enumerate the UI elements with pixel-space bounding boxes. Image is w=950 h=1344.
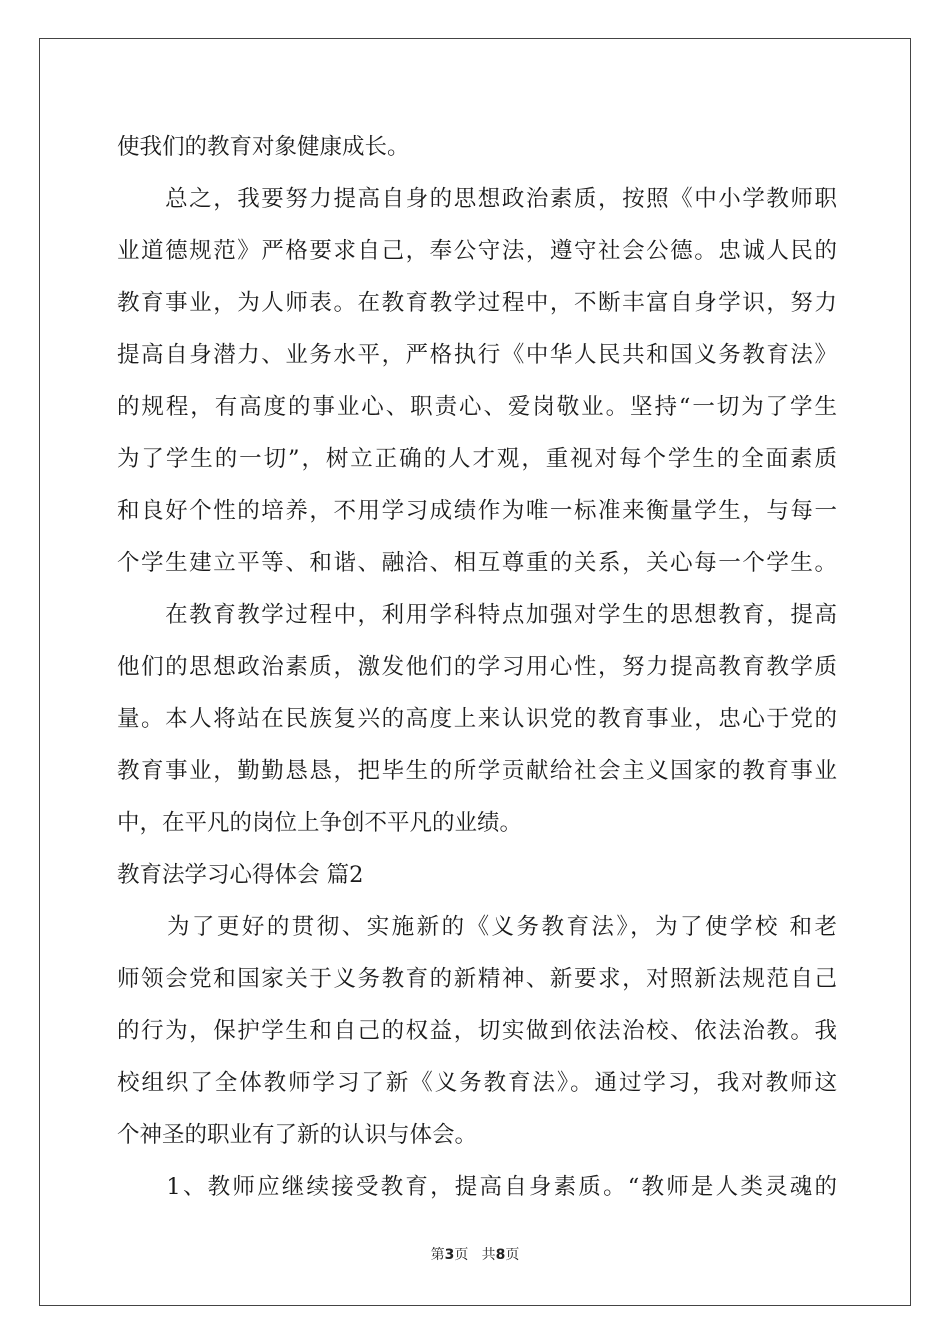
page-footer: [0, 1244, 950, 1264]
text-line: 总之，我要努力提高自身的思想政治素质，按照《中小学教师职: [117, 186, 837, 212]
text-line: 个学生建立平等、和谐、融洽、相互尊重的关系，关心每一个学生。: [117, 550, 837, 576]
text-line: 的行为，保护学生和自己的权益，切实做到依法治校、依法治教。我: [117, 1018, 837, 1044]
text-line: 和良好个性的培养，不用学习成绩作为唯一标准来衡量学生，与每一: [117, 498, 837, 524]
text-line: 教育事业，为人师表。在教育教学过程中，不断丰富自身学识，努力: [117, 290, 837, 316]
text-line: 师领会党和国家关于义务教育的新精神、新要求，对照新法规范自己: [117, 966, 837, 992]
text-line: 在教育教学过程中，利用学科特点加强对学生的思想教育，提高: [117, 602, 837, 628]
text-line: 量。本人将站在民族复兴的高度上来认识党的教育事业，忠心于党的: [117, 706, 837, 732]
text-line: 校组织了全体教师学习了新《义务教育法》。通过学习，我对教师这: [117, 1070, 837, 1096]
text-line: 个神圣的职业有了新的认识与体会。: [117, 1122, 478, 1148]
text-line: 提高自身潜力、业务水平，严格执行《中华人民共和国义务教育法》: [117, 342, 837, 368]
text-line: 1、教师应继续接受教育，提高自身素质。“教师是人类灵魂的: [117, 1174, 837, 1200]
section-heading: 教育法学习心得体会 篇2: [117, 862, 364, 888]
text-line: 业道德规范》严格要求自己，奉公守法，遵守社会公德。忠诚人民的: [117, 238, 837, 264]
footer-page-current: 3: [444, 1247, 455, 1263]
text-line: 的规程，有高度的事业心、职责心、爱岗敬业。坚持“一切为了学生: [117, 394, 837, 420]
text-line: 使我们的教育对象健康成长。: [117, 134, 410, 160]
text-line: 教育事业，勤勤恳恳，把毕生的所学贡献给社会主义国家的教育事业: [117, 758, 837, 784]
footer-middle: 页 共: [454, 1247, 496, 1263]
text-line: 中，在平凡的岗位上争创不平凡的业绩。: [117, 810, 523, 836]
text-line: 为了学生的一切”，树立正确的人才观，重视对每个学生的全面素质: [117, 446, 837, 472]
text-line: 为了更好的贯彻、实施新的《义务教育法》，为了使学校 和老: [117, 914, 837, 940]
footer-prefix: 第: [430, 1247, 445, 1263]
text-line: 他们的思想政治素质，激发他们的学习用心性，努力提高教育教学质: [117, 654, 837, 680]
footer-page-total: 8: [495, 1247, 506, 1263]
footer-suffix: 页: [505, 1247, 520, 1263]
